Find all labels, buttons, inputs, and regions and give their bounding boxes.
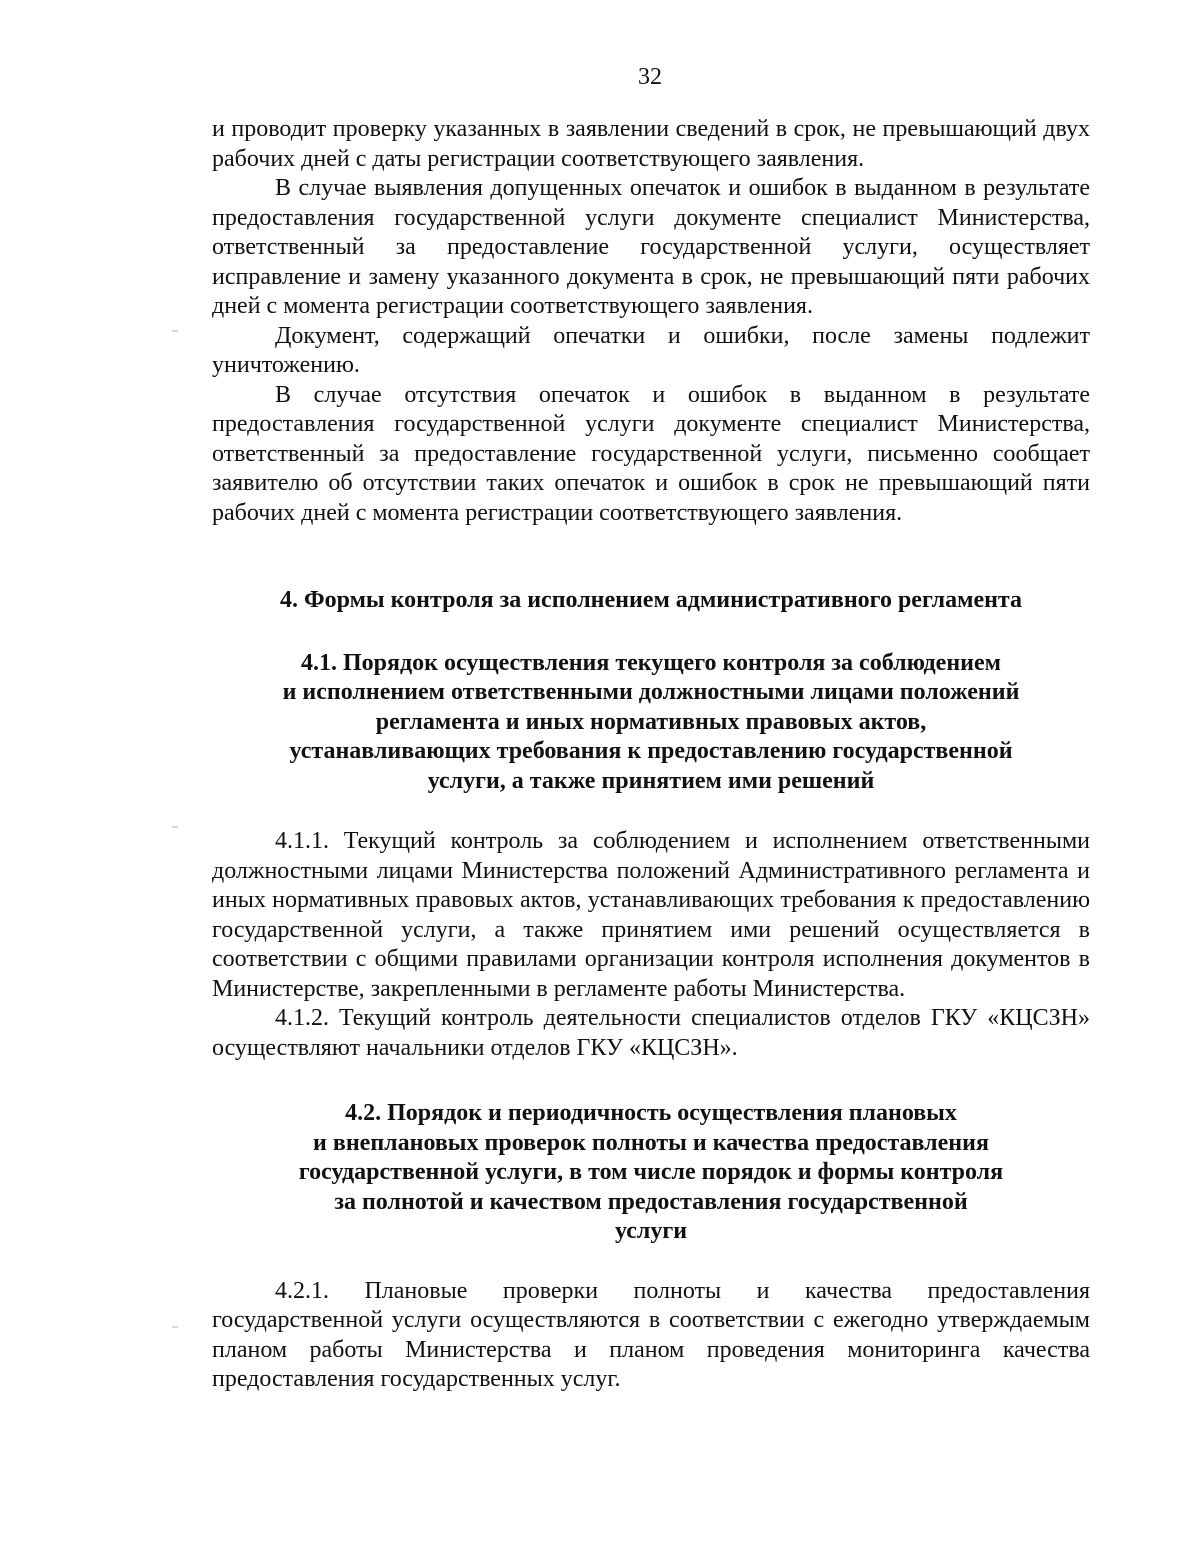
heading-line: услуги, а также принятием ими решений: [427, 767, 875, 794]
heading-line: и исполнением ответственными должностными лицами положений: [282, 679, 1020, 705]
heading-line: 4.1. Порядок осуществления текущего контроля за соблюдением: [301, 649, 1001, 676]
section-4-heading: 4. Формы контроля за исполнением административного регламента: [279, 587, 1023, 613]
section-4-2-heading: [212, 1099, 1090, 1247]
paragraph-no-typos: В случае отсутствия опечаток и ошибок в выданном в результате предоставления государственной услуги документе специалист Министерства, ответственный за предоставление государственной услуги, письменно сообщает заявителю об отсутствии таких опечаток и ошибок в срок не превышающий пяти рабочих дней с момента регистрации соответствующего заявления.: [212, 381, 1090, 526]
heading-line: услуги: [614, 1218, 688, 1244]
heading-line: регламента и иных нормативных правовых актов,: [375, 708, 927, 735]
paragraph-4-1-1: 4.1.1. Текущий контроль за соблюдением и исполнением ответственными должностными лицами Министерства положений Административного регламента и иных нормативных правовых актов, устанавливающих требования к предоставлению государственной услуги, а также принятием ими решений осуществляется в соответствии с общими правилами организации контроля исполнения документов в Министерстве, закрепленными в регламенте работы Министерства.: [212, 828, 1090, 1002]
scan-artifact: [172, 1326, 178, 1328]
paragraph-4-1-2: 4.1.2. Текущий контроль деятельности специалистов отделов ГКУ «КЦСЗН» осуществляют начальники отделов ГКУ «КЦСЗН».: [212, 1005, 1090, 1061]
heading-line: 4.2. Порядок и периодичность осуществления плановых: [345, 1100, 957, 1126]
document-body: [212, 115, 1090, 1395]
scan-artifact: [172, 330, 178, 332]
paragraph-typo-correction: В случае выявления допущенных опечаток и ошибок в выданном в результате предоставления государственной услуги документе специалист Министерства, ответственный за предоставление государственной услуги, осуществляет исправление и замену указанного документа в срок, не превышающий пяти рабочих дней с момента регистрации соответствующего заявления.: [212, 175, 1090, 319]
paragraph-4-2-1: 4.2.1. Плановые проверки полноты и качества предоставления государственной услуги осуществляются в соответствии с ежегодно утверждаемым планом работы Министерства и планом проведения мониторинга качества предоставления государственных услуг.: [212, 1277, 1090, 1392]
heading-line: за полнотой и качеством предоставления государственной: [334, 1188, 968, 1215]
section-4-1-heading: [212, 649, 1090, 797]
page-number: 32: [638, 64, 662, 90]
paragraph-continuation: и проводит проверку указанных в заявлении сведений в срок, не превышающий двух рабочих дней с даты регистрации соответствующего заявления.: [212, 116, 1090, 172]
heading-line: государственной услуги, в том числе порядок и формы контроля: [298, 1159, 1004, 1185]
scan-artifact: [172, 826, 178, 828]
paragraph-document-destruction: Документ, содержащий опечатки и ошибки, после замены подлежит уничтожению.: [212, 322, 1090, 378]
heading-line: и внеплановых проверок полноты и качества предоставления: [313, 1129, 989, 1156]
heading-line: устанавливающих требования к предоставлению государственной: [289, 738, 1013, 764]
